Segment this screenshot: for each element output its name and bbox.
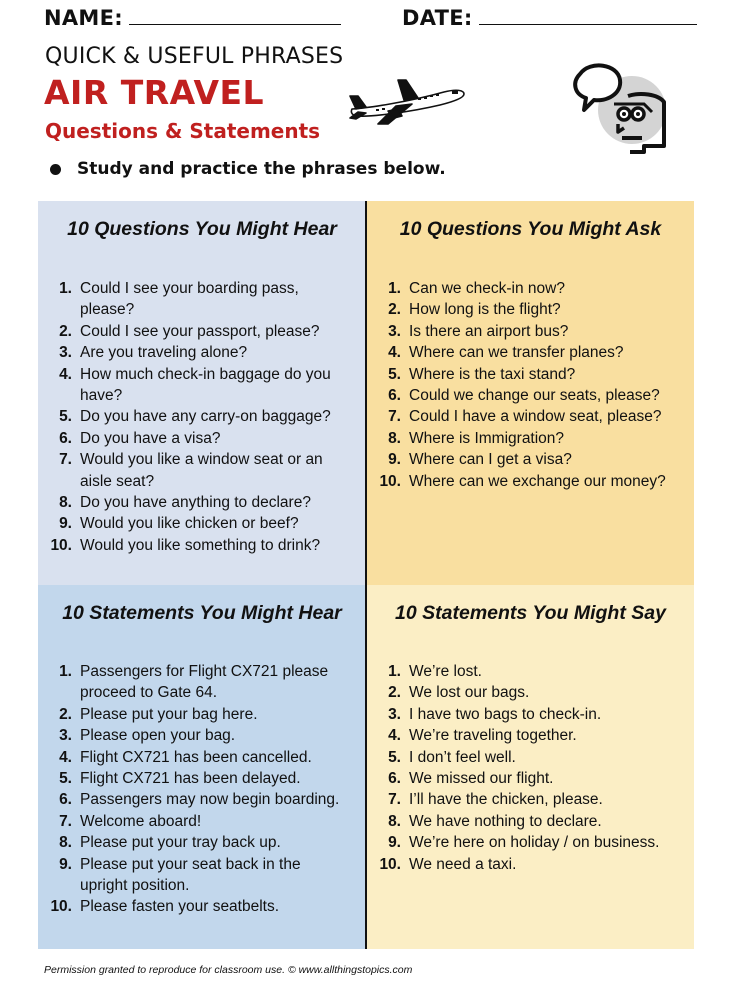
item-number: 10. [50,898,72,916]
column-divider [365,201,367,949]
item-number: 5. [388,748,401,766]
item-number: 8. [388,429,401,447]
list-item [367,471,694,492]
panel-title: 10 Questions You Might Ask [399,218,662,240]
panel-statements-you-might-say [367,585,694,949]
item-text: Would you like something to drink? [80,536,321,554]
item-number: 4. [388,344,401,362]
item-text: How long is the flight? [409,301,561,319]
footer-permission: Permission granted to reproduce for classroom use. © www.allthingstopics.com [44,964,413,976]
item-number: 1. [388,280,401,297]
item-text: I have two bags to check-in. [409,705,602,723]
item-number: 1. [388,663,401,680]
series-title: QUICK & USEFUL PHRASES [45,44,344,69]
item-number: 3. [388,322,401,340]
panel-title: 10 Statements You Might Say [395,602,666,624]
item-text: We’re lost. [409,663,482,680]
item-text: We lost our bags. [409,684,530,702]
speech-bubble-face-icon [570,62,670,154]
list-item [38,321,366,342]
item-text: We’re here on holiday / on business. [409,834,660,852]
list-item [367,406,694,427]
item-text: Is there an airport bus? [409,322,569,340]
item-number: 7. [59,812,72,830]
item-number: 3. [388,705,401,723]
item-text: We’re traveling together. [409,727,577,745]
item-text: Could we change our seats, please? [409,387,660,405]
item-number: 5. [59,770,72,788]
list-item [38,535,366,556]
list-item [38,811,366,832]
item-text: Can we check-in now? [409,280,565,297]
list-item [367,811,694,832]
item-text: Passengers for Flight CX721 please proceed to Gate 64. [80,663,329,702]
instruction-text: Study and practice the phrases below. [77,159,446,179]
item-text: Please open your bag. [80,727,236,745]
list-item [367,428,694,449]
item-number: 8. [59,494,72,512]
page-subtitle: Questions & Statements [45,119,321,143]
item-number: 7. [59,451,72,469]
list-item [38,768,366,789]
item-text: I don’t feel well. [409,748,516,766]
item-number: 6. [59,791,72,809]
phrase-list [38,278,366,556]
list-item [38,747,366,768]
item-text: Flight CX721 has been delayed. [80,770,301,788]
item-number: 1. [59,663,72,680]
date-blank-line[interactable] [479,23,697,25]
phrase-list [367,661,694,875]
date-field[interactable] [402,6,697,30]
item-text: Please put your tray back up. [80,834,281,852]
item-number: 3. [59,727,72,745]
panel-title: 10 Questions You Might Hear [67,218,337,240]
item-text: Flight CX721 has been cancelled. [80,748,312,766]
list-item [367,725,694,746]
date-label: DATE: [402,6,473,30]
item-number: 8. [388,812,401,830]
item-text: Could I see your passport, please? [80,322,320,340]
item-text: Would you like a window seat or an aisle seat? [80,451,323,490]
panel-statements-you-might-hear [38,585,366,949]
item-text: Where is Immigration? [409,429,565,447]
item-number: 4. [59,365,72,383]
item-text: Where is the taxi stand? [409,365,576,383]
item-number: 9. [388,834,401,852]
item-text: Where can we exchange our money? [409,472,666,490]
list-item [367,661,694,682]
list-item [367,854,694,875]
item-number: 9. [388,451,401,469]
panel-title: 10 Statements You Might Hear [62,602,342,624]
item-text: Could I have a window seat, please? [409,408,662,426]
list-item [367,747,694,768]
list-item [38,406,366,427]
item-number: 10. [50,536,72,554]
page-title: AIR TRAVEL [44,73,265,112]
panel-questions-you-might-hear [38,201,366,585]
item-text: We need a taxi. [409,855,517,873]
list-item [38,789,366,810]
list-item [367,278,694,299]
panel-questions-you-might-ask [367,201,694,585]
list-item [367,789,694,810]
item-text: Where can I get a visa? [409,451,572,469]
list-item [38,428,366,449]
list-item [38,342,366,363]
item-number: 5. [388,365,401,383]
list-item [38,896,366,917]
list-item [367,682,694,703]
item-text: Welcome aboard! [80,812,202,830]
item-number: 4. [388,727,401,745]
list-item [367,342,694,363]
list-item [367,704,694,725]
item-number: 5. [59,408,72,426]
list-item [38,704,366,725]
item-text: Where can we transfer planes? [409,344,624,362]
item-text: Do you have a visa? [80,429,221,447]
list-item [38,449,366,492]
name-blank-line[interactable] [129,23,341,25]
item-number: 6. [388,770,401,788]
item-number: 2. [59,322,72,340]
instruction [50,159,446,179]
item-number: 2. [388,301,401,319]
item-text: Please put your bag here. [80,705,258,723]
item-number: 7. [388,791,401,809]
bullet-icon [50,164,61,175]
item-text: Would you like chicken or beef? [80,515,299,533]
item-text: We missed our flight. [409,770,554,788]
list-item [367,768,694,789]
item-number: 10. [379,472,401,490]
name-field[interactable] [44,6,341,30]
phrase-list [367,278,694,492]
item-number: 9. [59,515,72,533]
item-text: Do you have any carry-on baggage? [80,408,331,426]
list-item [38,832,366,853]
list-item [367,321,694,342]
list-item [38,364,366,407]
item-text: Are you traveling alone? [80,344,248,362]
list-item [367,832,694,853]
item-number: 1. [59,280,72,297]
phrase-list [38,661,366,918]
item-text: Could I see your boarding pass, please? [80,280,299,319]
list-item [38,513,366,534]
item-number: 7. [388,408,401,426]
item-text: Do you have anything to declare? [80,494,311,512]
list-item [367,299,694,320]
list-item [367,364,694,385]
item-number: 8. [59,834,72,852]
item-number: 2. [59,705,72,723]
item-number: 4. [59,748,72,766]
item-number: 3. [59,344,72,362]
item-number: 2. [388,684,401,702]
item-text: Passengers may now begin boarding. [80,791,340,809]
item-text: Please fasten your seatbelts. [80,898,280,916]
list-item [38,492,366,513]
list-item [367,385,694,406]
item-number: 6. [388,387,401,405]
list-item [38,725,366,746]
name-label: NAME: [44,6,123,30]
list-item [38,661,366,704]
item-text: I’ll have the chicken, please. [409,791,603,809]
list-item [38,278,366,321]
item-number: 9. [59,855,72,873]
list-item [38,854,366,897]
item-text: How much check-in baggage do you have? [80,365,331,405]
item-number: 10. [379,855,401,873]
item-number: 6. [59,429,72,447]
list-item [367,449,694,470]
item-text: Please put your seat back in the upright position. [80,855,301,895]
item-text: We have nothing to declare. [409,812,602,830]
airplane-icon [348,72,468,126]
